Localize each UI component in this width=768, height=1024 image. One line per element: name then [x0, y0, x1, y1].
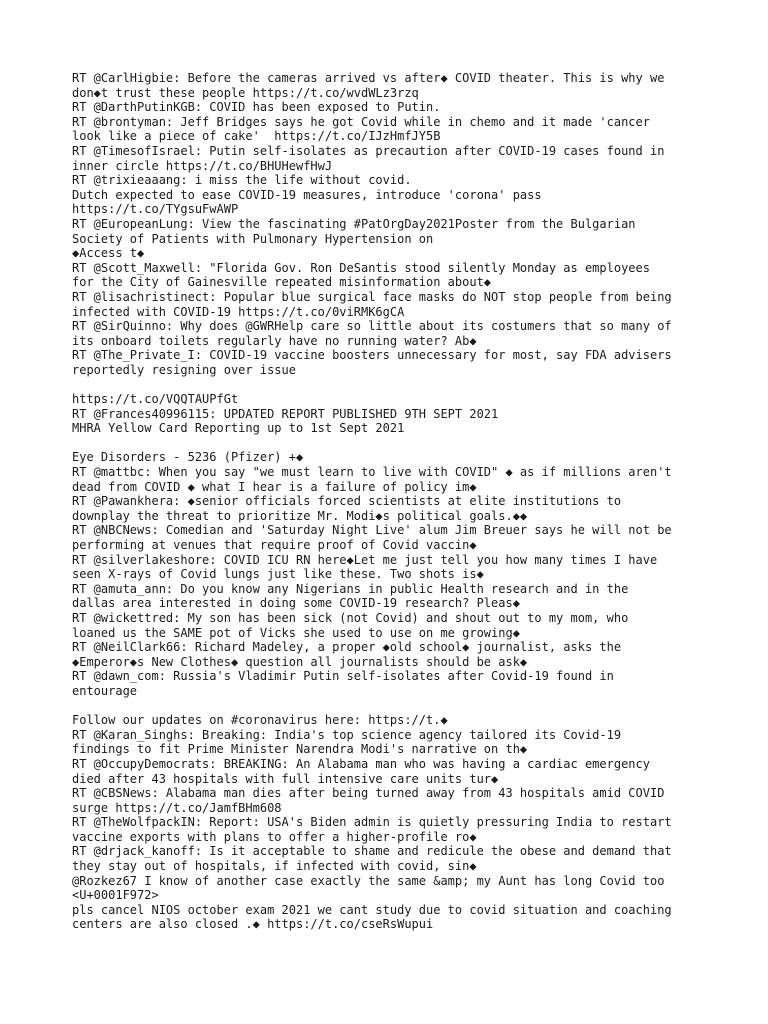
text-line: for the City of Gainesville repeated misinformation about◆	[72, 275, 492, 290]
text-line: centers are also closed .◆ https://t.co/cseRsWupui	[72, 917, 434, 932]
text-line: ◆Access t◆	[72, 246, 145, 261]
text-line: they stay out of hospitals, if infected with covid, sin◆	[72, 859, 477, 874]
text-line: RT @The_Private_I: COVID-19 vaccine boosters unnecessary for most, say FDA advisers	[72, 348, 672, 363]
text-line: look like a piece of cake' https://t.co/IJzHmfJY5B	[72, 129, 441, 144]
text-line: seen X-rays of Covid lungs just like these. Two shots is◆	[72, 567, 484, 582]
text-line: MHRA Yellow Card Reporting up to 1st Sept 2021	[72, 421, 405, 436]
text-line: RT @DarthPutinKGB: COVID has been exposed to Putin.	[72, 100, 441, 115]
text-line: RT @wickettred: My son has been sick (not Covid) and shout out to my mom, who	[72, 610, 629, 625]
text-line: died after 43 hospitals with full intensive care units tur◆	[72, 771, 499, 786]
text-line: <U+0001F972>	[72, 888, 159, 903]
text-line: its onboard toilets regularly have no running water? Ab◆	[72, 333, 477, 348]
document-body	[72, 71, 702, 932]
text-line: RT @trixieaaang: i miss the life without covid.	[72, 173, 412, 188]
text-line: RT @CarlHigbie: Before the cameras arrived vs after◆ COVID theater. This is why we	[72, 71, 665, 85]
text-line: RT @silverlakeshore: COVID ICU RN here◆Let me just tell you how many times I have	[72, 552, 658, 567]
text-line: downplay the threat to prioritize Mr. Modi◆s political goals.◆◆	[72, 508, 528, 523]
text-line: loaned us the SAME pot of Vicks she used to use on me growing◆	[72, 625, 520, 640]
text-line: RT @brontyman: Jeff Bridges says he got Covid while in chemo and it made 'cancer	[72, 114, 650, 129]
text-line: https://t.co/TYgsuFwAWP	[72, 202, 239, 217]
text-line: RT @drjack_kanoff: Is it acceptable to shame and redicule the obese and demand that	[72, 844, 672, 859]
text-line: infected with COVID-19 https://t.co/0viRMK6gCA	[72, 304, 405, 319]
text-line: RT @SirQuinno: Why does @GWRHelp care so little about its costumers that so many of	[72, 319, 672, 334]
text-line: RT @Pawankhera: ◆senior officials forced scientists at elite institutions to	[72, 494, 622, 509]
text-line: performing at venues that require proof of Covid vaccin◆	[72, 538, 477, 552]
text-line: surge https://t.co/JamfBHm608	[72, 800, 282, 815]
text-line: RT @EuropeanLung: View the fascinating #PatOrgDay2021Poster from the Bulgarian	[72, 216, 636, 231]
text-line: dallas area interested in doing some COVID-19 research? Pleas◆	[72, 596, 520, 611]
text-line: findings to fit Prime Minister Narendra Modi's narrative on th◆	[72, 742, 528, 757]
text-line	[72, 436, 702, 451]
text-line: don◆t trust these people https://t.co/wvdWLz3rzq	[72, 85, 419, 100]
text-line: RT @OccupyDemocrats: BREAKING: An Alabama man who was having a cardiac emergency	[72, 756, 650, 771]
text-line: RT @TimesofIsrael: Putin self-isolates as precaution after COVID-19 cases found in	[72, 143, 665, 158]
text-line: pls cancel NIOS october exam 2021 we cant study due to covid situation and coaching	[72, 902, 672, 917]
text-line: RT @mattbc: When you say "we must learn to live with COVID" ◆ as if millions aren't	[72, 465, 672, 480]
text-line: inner circle https://t.co/BHUHewfHwJ	[72, 158, 333, 173]
text-line: RT @CBSNews: Alabama man dies after being turned away from 43 hospitals amid COVID	[72, 786, 665, 801]
text-line: reportedly resigning over issue	[72, 362, 296, 377]
text-line: RT @amuta_ann: Do you know any Nigerians in public Health research and in the	[72, 581, 629, 596]
text-line: RT @lisachristinect: Popular blue surgical face masks do NOT stop people from being	[72, 289, 672, 304]
text-line: Society of Patients with Pulmonary Hypertension on	[72, 231, 434, 246]
text-line: Follow our updates on #coronavirus here: https://t.◆	[72, 713, 448, 728]
text-line: Dutch expected to ease COVID-19 measures, introduce 'corona' pass	[72, 187, 542, 202]
text-line: RT @Frances40996115: UPDATED REPORT PUBLISHED 9TH SEPT 2021	[72, 406, 499, 421]
text-line: vaccine exports with plans to offer a higher-profile ro◆	[72, 829, 477, 844]
text-line: RT @Scott_Maxwell: "Florida Gov. Ron DeSantis stood silently Monday as employees	[72, 260, 650, 275]
text-line	[72, 699, 702, 714]
text-line: RT @TheWolfpackIN: Report: USA's Biden admin is quietly pressuring India to restart	[72, 815, 672, 830]
text-line: RT @NBCNews: Comedian and 'Saturday Night Live' alum Jim Breuer says he will not be	[72, 523, 672, 538]
text-line: RT @NeilClark66: Richard Madeley, a proper ◆old school◆ journalist, asks the	[72, 640, 622, 655]
text-line: https://t.co/VQQTAUPfGt	[72, 392, 239, 407]
text-line: RT @dawn_com: Russia's Vladimir Putin self-isolates after Covid-19 found in	[72, 669, 614, 684]
text-line: Eye Disorders - 5236 (Pfizer) +◆	[72, 450, 304, 465]
text-line: dead from COVID ◆ what I hear is a failure of policy im◆	[72, 479, 477, 494]
text-line: entourage	[72, 683, 138, 698]
text-line	[72, 377, 702, 392]
text-line: RT @Karan_Singhs: Breaking: India's top science agency tailored its Covid-19	[72, 727, 622, 742]
text-line: ◆Emperor◆s New Clothes◆ question all journalists should be ask◆	[72, 654, 528, 669]
text-line: @Rozkez67 I know of another case exactly the same &amp; my Aunt has long Covid too	[72, 873, 665, 888]
